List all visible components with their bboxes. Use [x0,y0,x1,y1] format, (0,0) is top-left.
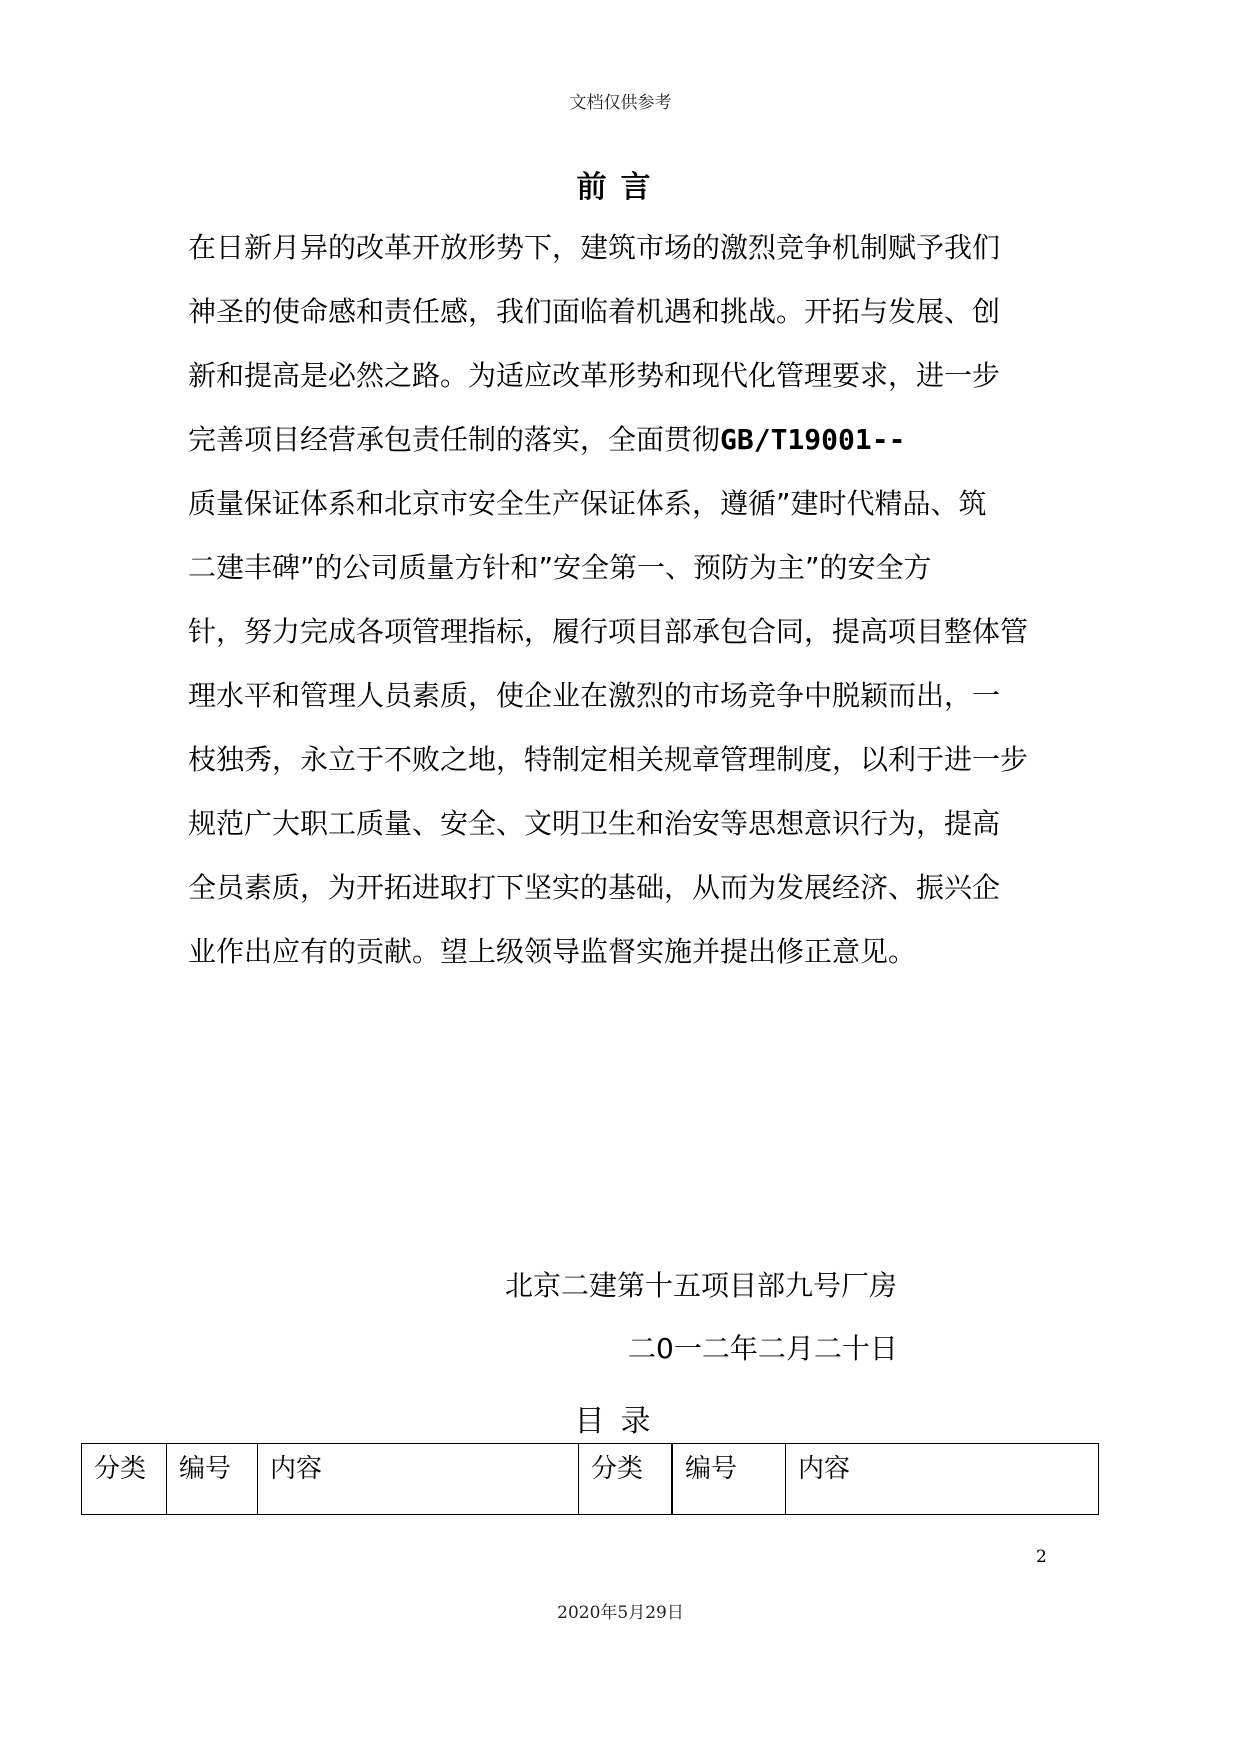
body-line-8: 理水平和管理人员素质，使企业在激烈的市场竞争中脱颖而出，一 [188,679,1001,712]
toc-header-category-1: 分类 [82,1444,167,1515]
body-line-9: 枝独秀，永立于不败之地，特制定相关规章管理制度，以利于进一步 [188,743,1029,776]
standard-code: GB/T19001-- [720,423,906,456]
toc-header-content-2: 内容 [786,1444,1099,1515]
body-line-11: 全员素质，为开拓进取打下坚实的基础，从而为发展经济、振兴企 [188,871,1001,904]
signature-org: 北京二建第十五项目部九号厂房 [505,1269,898,1302]
body-line-7: 针，努力完成各项管理指标，履行项目部承包合同，提高项目整体管 [188,615,1029,648]
body-line-3: 新和提高是必然之路。为适应改革形势和现代化管理要求，进一步 [188,359,1001,392]
page-footer: 2020年5月29日 [557,1603,684,1623]
toc-header-category-2: 分类 [579,1444,673,1515]
body-line-6: 二建丰碑”的公司质量方针和”安全第一、预防为主”的安全方 [188,551,932,584]
toc-header-content-1: 内容 [258,1444,579,1515]
page-number: 2 [1036,1547,1047,1567]
body-line-12: 业作出应有的贡献。望上级领导监督实施并提出修正意见。 [188,935,917,968]
toc-title: 目录 [574,1404,667,1439]
signature-date: 二0一二年二月二十日 [628,1332,898,1365]
body-line-5: 质量保证体系和北京市安全生产保证体系，遵循”建时代精品、筑 [188,487,987,520]
body-line-4-text: 完善项目经营承包责任制的落实，全面贯彻 [188,423,721,456]
page-header: 文档仅供参考 [569,93,672,113]
toc-table [81,1443,1099,1515]
body-line-1: 在日新月异的改革开放形势下，建筑市场的激烈竞争机制赋予我们 [188,231,1001,264]
body-line-10: 规范广大职工质量、安全、文明卫生和治安等思想意识行为，提高 [188,807,1001,840]
page-title: 前言 [576,170,665,205]
body-line-2: 神圣的使命感和责任感，我们面临着机遇和挑战。开拓与发展、创 [188,295,1001,328]
toc-header-row [82,1444,1099,1515]
body-line-4 [188,422,905,458]
toc-header-number-2: 编号 [672,1444,786,1515]
toc-header-number-1: 编号 [167,1444,258,1515]
